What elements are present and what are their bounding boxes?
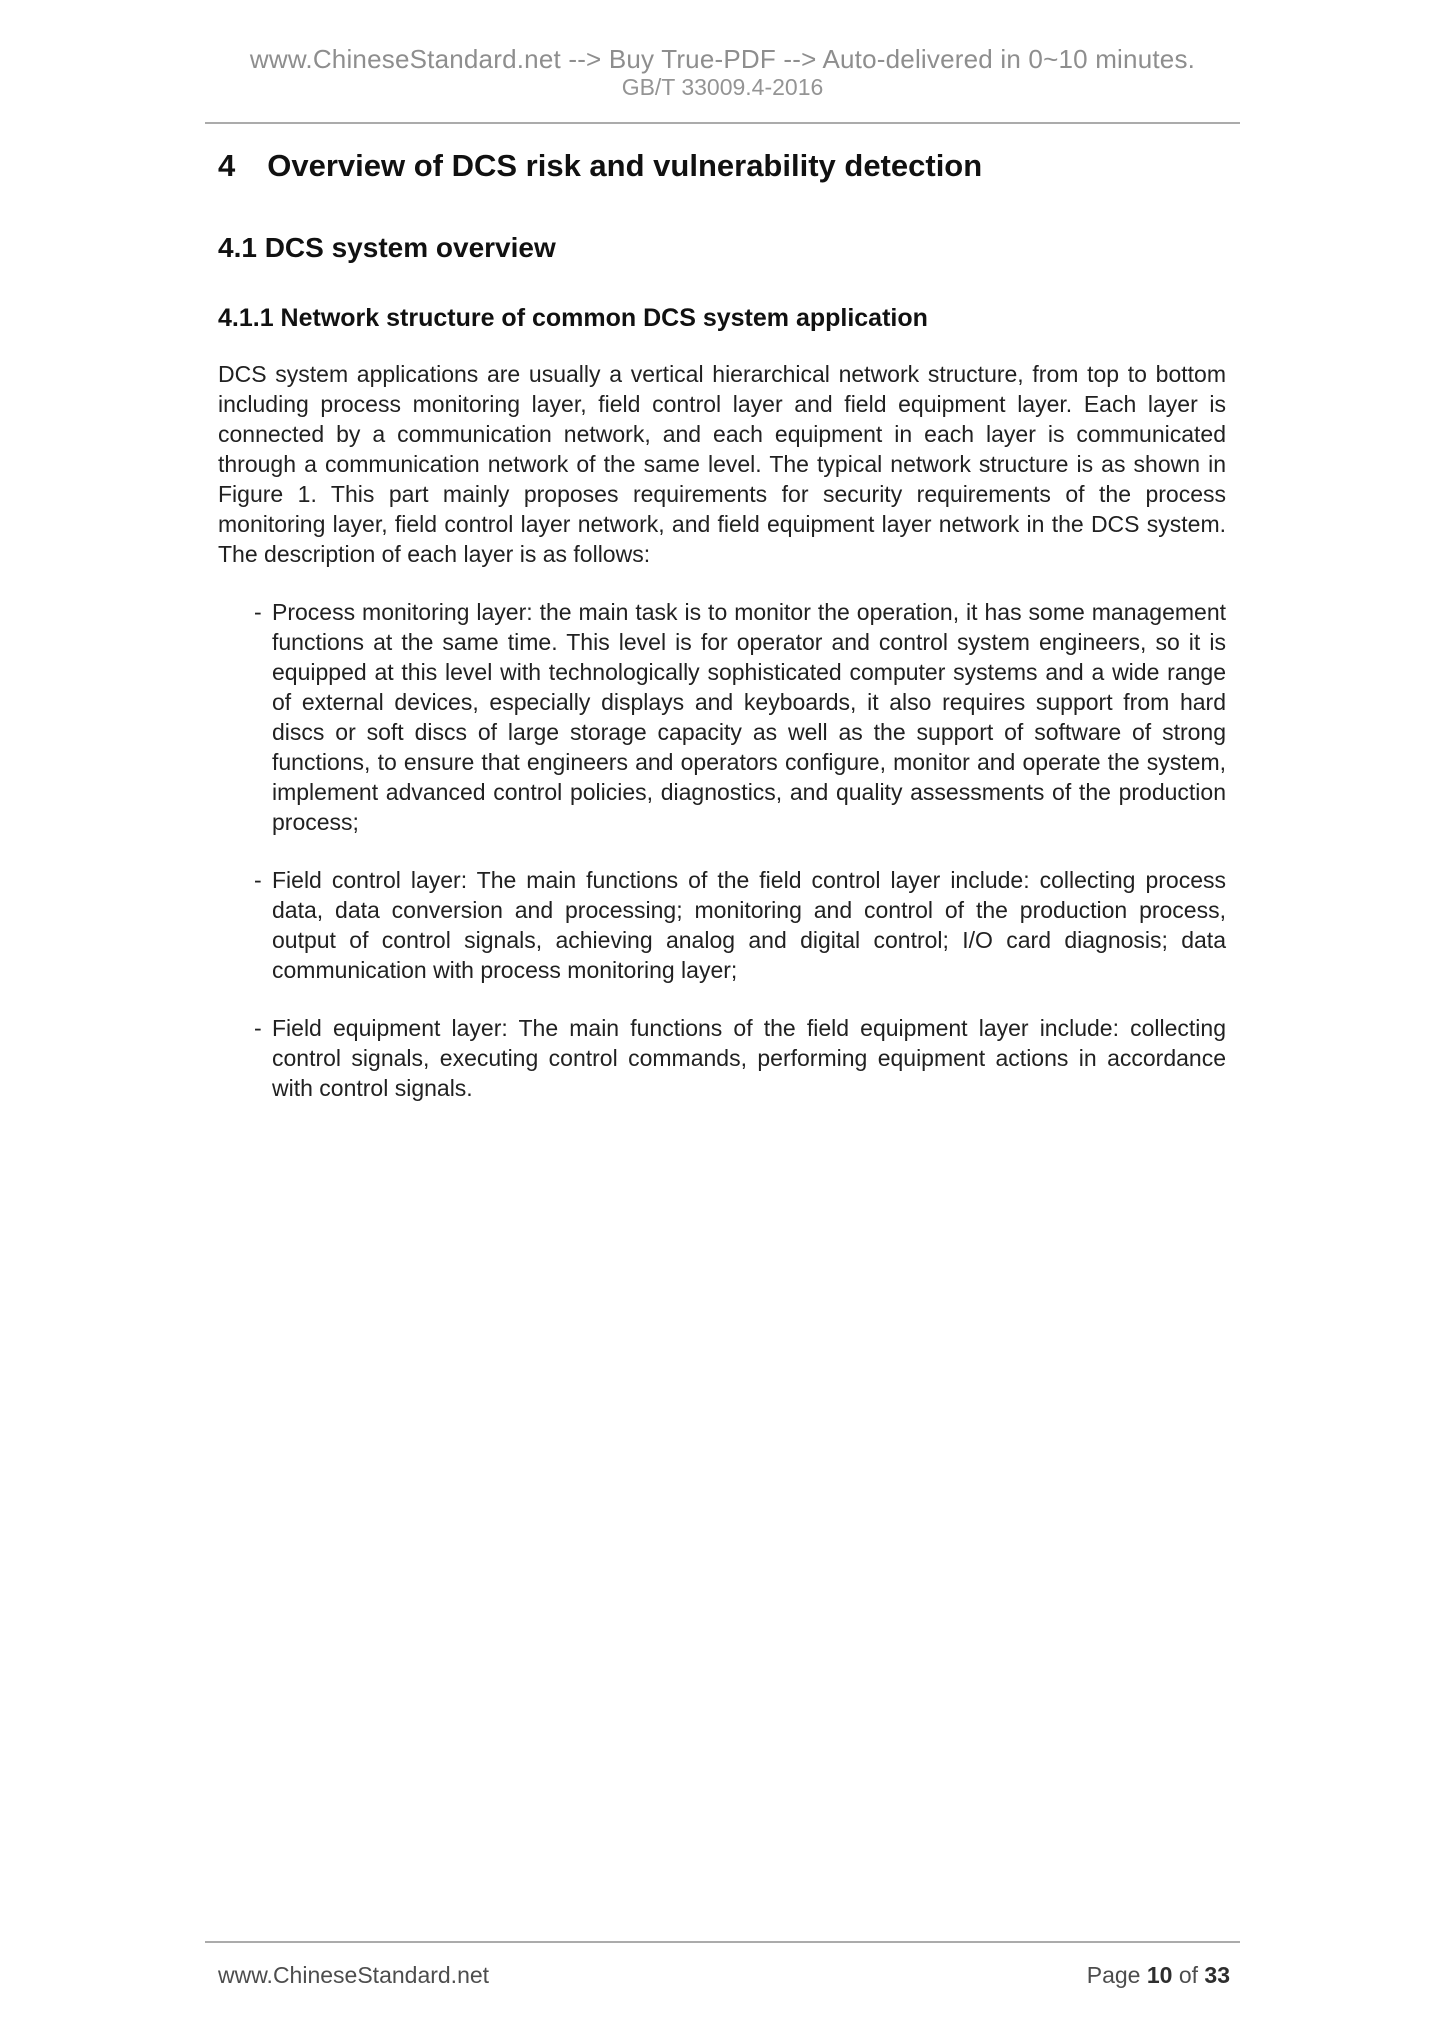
intro-paragraph: DCS system applications are usually a vertical hierarchical network structure, from top to bottom including process monitoring layer, field control layer and field equipment layer. Each layer is connected by a communication network, and each equipment in each layer is communicated through a communication network of the same level. The typical network structure is as shown in Figure 1. This part mainly proposes requirements for security requirements of the process monitoring layer, field control layer network, and field equipment layer network in the DCS system. The description of each layer is as follows: (218, 361, 1226, 567)
page-footer (218, 1962, 1230, 1989)
list-item-text: Field equipment layer: The main functions of the field equipment layer include: collecting control signals, executing control commands, performing equipment actions in accordance with control signals. (272, 1015, 1226, 1101)
list-item (254, 597, 1226, 837)
dash-marker: - (254, 1015, 262, 1041)
doc-number: GB/T 33009.4-2016 (621, 74, 824, 100)
subsubsection-heading: 4.1.1 Network structure of common DCS system application (218, 304, 928, 332)
list-item-text: Process monitoring layer: the main task is to monitor the operation, it has some management functions at the same time. This level is for operator and control system engineers, so it is equipped at this level with technologically sophisticated computer systems and a wide range of external devices, especially displays and keyboards, it also requires support from hard discs or soft discs of large storage capacity as well as the support of software of strong functions, to ensure that engineers and operators configure, monitor and operate the system, implement advanced control policies, diagnostics, and quality assessments of the production process; (272, 599, 1226, 835)
page-indicator (1087, 1962, 1230, 1989)
header-divider (205, 122, 1240, 124)
page-label: Page (1086, 1962, 1147, 1988)
list-item (254, 865, 1226, 985)
dash-marker: - (254, 867, 262, 893)
list-item-text: Field control layer: The main functions of the field control layer include: collecting process data, data conversion and processing; monitoring and control of the production process, output of control signals, achieving analog and digital control; I/O card diagnosis; data communication with process monitoring layer; (272, 867, 1226, 983)
section-number: 4 (218, 148, 236, 183)
layer-description-list (218, 597, 1226, 1103)
page-total: 33 (1204, 1962, 1230, 1988)
list-item (254, 1013, 1226, 1103)
footer-divider (205, 1941, 1240, 1943)
of-label: of (1172, 1962, 1205, 1988)
dash-marker: - (254, 599, 262, 625)
footer-site-link: www.ChineseStandard.net (218, 1962, 490, 1988)
page-number: 10 (1146, 1962, 1173, 1988)
watermark-header: www.ChineseStandard.net --> Buy True-PDF --> Auto-delivered in 0~10 minutes. (249, 44, 1196, 74)
section-title: Overview of DCS risk and vulnerability detection (267, 148, 983, 183)
page-content (218, 148, 1226, 1103)
subsection-heading: 4.1 DCS system overview (218, 232, 556, 263)
section-heading (218, 148, 1226, 184)
